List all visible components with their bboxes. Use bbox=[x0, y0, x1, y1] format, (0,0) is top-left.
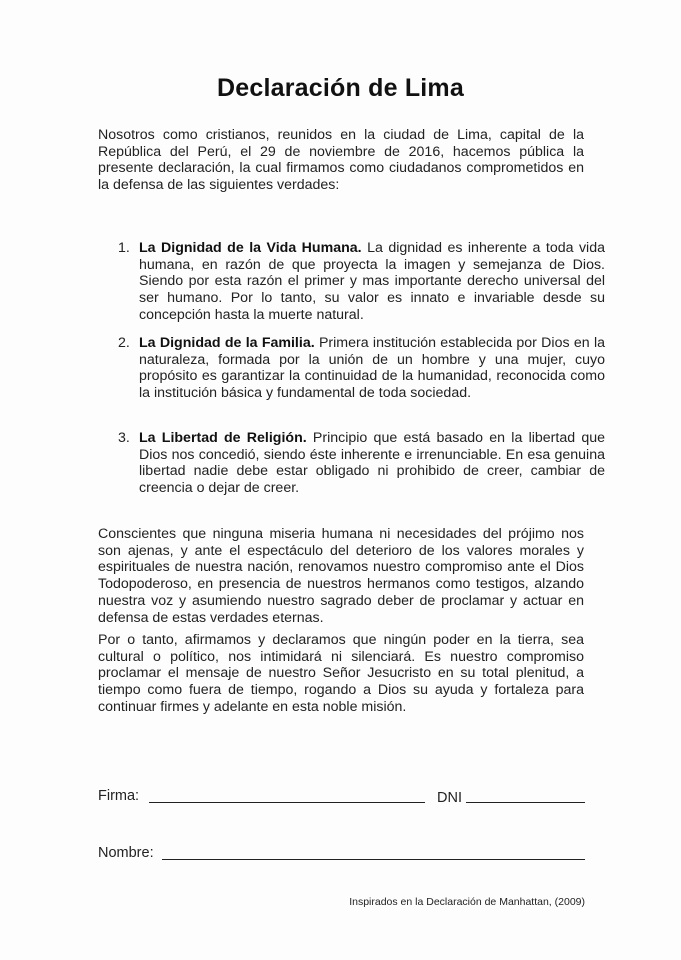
list-item-number: 1. bbox=[118, 240, 130, 256]
intro-paragraph: Nosotros como cristianos, reunidos en la ciudad de Lima, capital de la República del Perú, el 29 de noviembre de 2016, hacemos pública la presente declaración, la cual firmamos como ciudadanos comprometidos en la defensa de las siguientes verdades: bbox=[98, 127, 584, 194]
list-item-text: La dignidad es inherente a toda vida humana, en razón de que proyecta la imagen y semejanza de Dios. Siendo por esta razón el primer y mas importante derecho universal del ser humano. Por lo tanto, su valor es innato e invariable desde su concepción hasta la muerte natural. bbox=[139, 240, 605, 323]
affirmation-paragraph: Por o tanto, afirmamos y declaramos que ningún poder en la tierra, sea cultural o político, nos intimidará ni silenciará. Es nuestro compromiso proclamar el mensaje de nuestro Señor Jesucristo en su total plenitud, a tiempo como fuera de tiempo, rogando a Dios su ayuda y fortaleza para continuar firmes y adelante en esta noble misión. bbox=[98, 632, 584, 715]
list-item-heading: La Libertad de Religión. bbox=[139, 430, 307, 446]
list-item-heading: La Dignidad de la Vida Humana. bbox=[139, 240, 362, 256]
dni-label: DNI bbox=[437, 790, 462, 806]
list-item-number: 3. bbox=[118, 430, 130, 446]
list-item bbox=[118, 335, 605, 402]
list-item-number: 2. bbox=[118, 335, 130, 351]
nombre-label: Nombre: bbox=[98, 845, 154, 861]
list-item bbox=[118, 240, 605, 324]
document-title: Declaración de Lima bbox=[217, 74, 464, 102]
commitment-paragraph: Conscientes que ninguna miseria humana ni necesidades del prójimo nos son ajenas, y ante el espectáculo del deterioro de los valores morales y espirituales de nuestra nación, renovamos nuestro compromiso ante el Dios Todopoderoso, en presencia de nuestros hermanos como testigos, alzando nuestra voz y asumiendo nuestro sagrado deber de proclamar y actuar en defensa de estas verdades eternas. bbox=[98, 526, 584, 626]
firma-field[interactable] bbox=[149, 802, 425, 803]
list-item-text: Principio que está basado en la libertad que Dios nos concedió, siendo éste inherente e irrenunciable. En esa genuina libertad nadie debe estar obligado ni prohibido de creer, cambiar de creencia o dejar de creer. bbox=[139, 430, 605, 497]
footer-note: Inspirados en la Declaración de Manhattan, (2009) bbox=[349, 896, 585, 908]
list-item-heading: La Dignidad de la Familia. bbox=[139, 335, 315, 351]
list-item-text: Primera institución establecida por Dios en la naturaleza, formada por la unión de un hombre y una mujer, cuyo propósito es garantizar la continuidad de la humanidad, reconocida como la institución básica y fundamental de toda sociedad. bbox=[139, 335, 605, 402]
dni-field[interactable] bbox=[466, 802, 585, 803]
nombre-field[interactable] bbox=[162, 859, 585, 860]
list-item bbox=[118, 430, 605, 497]
firma-label: Firma: bbox=[98, 788, 140, 804]
